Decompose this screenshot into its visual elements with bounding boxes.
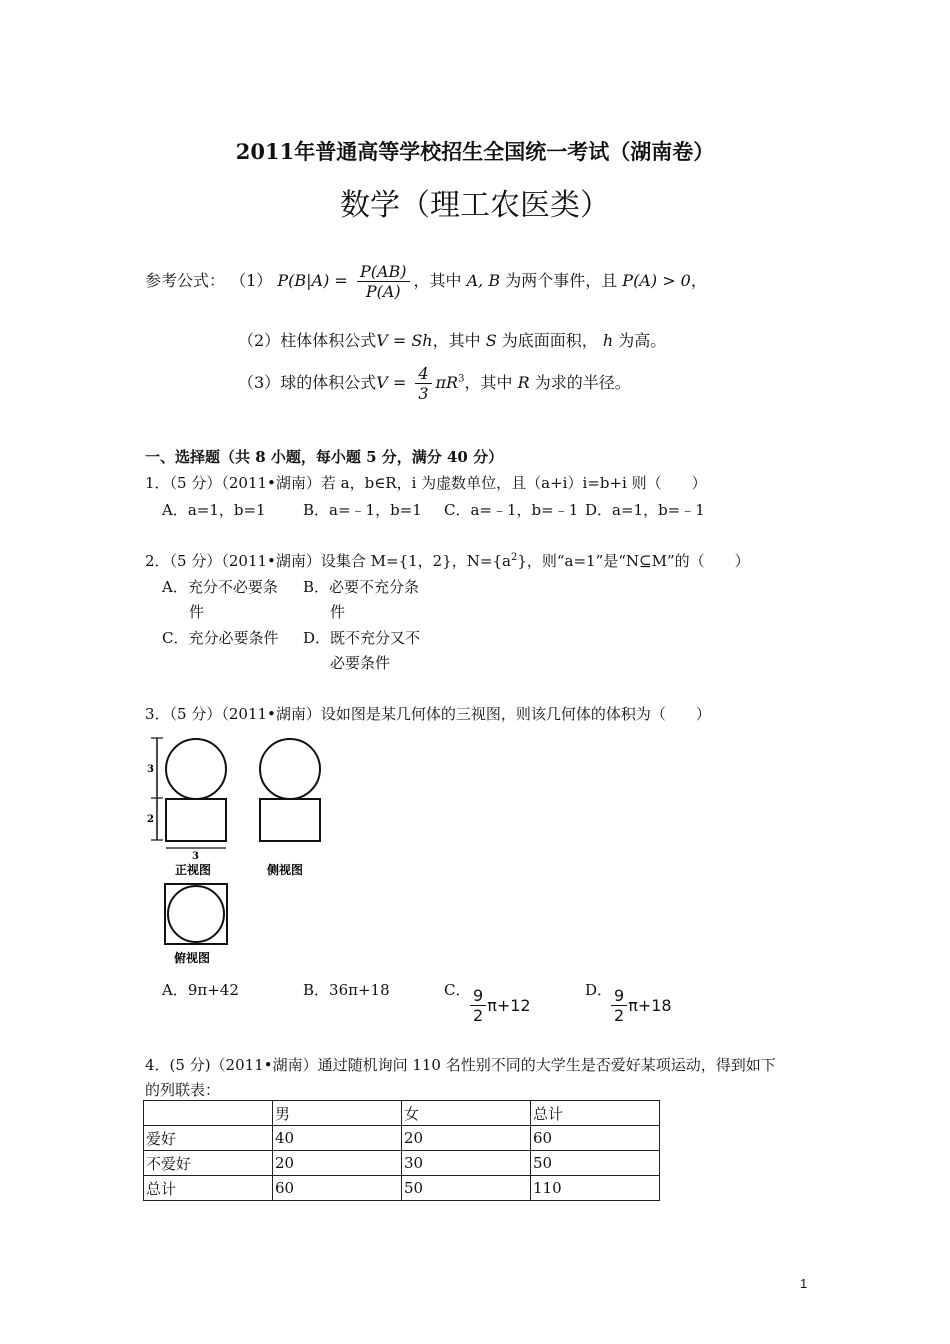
table-row xyxy=(144,1151,660,1176)
q3-option-d-num: 9 xyxy=(611,986,627,1006)
contingency-table xyxy=(143,1100,660,1201)
formula-1-end: ， xyxy=(690,271,707,290)
table-row xyxy=(144,1126,660,1151)
q2-option-d-line2: 必要条件 xyxy=(330,654,391,672)
q4-stem-line1: 4．(5 分)（2011•湖南）通过随机询问 110 名性别不同的大学生是否爱好某项运动，得到如下 xyxy=(145,1056,776,1074)
table-cell: 女 xyxy=(402,1101,531,1126)
q3-option-d-label: D． xyxy=(585,981,613,999)
table-cell: 20 xyxy=(402,1126,531,1151)
formula-1-vars: A, B xyxy=(466,271,501,290)
q2-option-b-line2: 件 xyxy=(330,603,346,621)
top-view-label: 俯视图 xyxy=(174,951,211,965)
front-dim-3-bottom: 3 xyxy=(192,851,199,862)
formula-3-number: （3） xyxy=(238,373,281,392)
q1-option-a: A．a=1，b=1 xyxy=(162,501,266,519)
section-header: 一、选择题（共 8 小题，每小题 5 分，满分 40 分） xyxy=(145,448,504,466)
formula-3 xyxy=(238,364,631,403)
formula-3-exponent: 3 xyxy=(458,373,465,385)
q3-option-d-fraction xyxy=(611,986,627,1025)
formula-2-expr: V = Sh xyxy=(376,331,433,350)
formula-3-rhs: πR xyxy=(435,373,459,392)
formula-1-lhs: P(B|A) = xyxy=(277,271,348,290)
formula-3-text: 球的体积公式 xyxy=(280,373,377,392)
table-cell: 总计 xyxy=(531,1101,660,1126)
table-cell: 男 xyxy=(273,1101,402,1126)
q2-stem-post: }，则“a=1”是“N⊆M”的（ ） xyxy=(517,552,750,570)
q3-option-c-num: 9 xyxy=(470,986,486,1006)
side-view-sphere xyxy=(260,739,320,799)
q3-option-d-den: 2 xyxy=(614,1006,625,1025)
table-row xyxy=(144,1176,660,1201)
q1-stem: 1．（5 分）（2011•湖南）若 a，b∈R，i 为虚数单位，且（a+i）i=b+i 则（ ） xyxy=(145,474,707,492)
formula-2-s: S xyxy=(485,331,497,350)
formula-3-denominator: 3 xyxy=(418,384,429,403)
q3-option-c-den: 2 xyxy=(473,1006,484,1025)
q2-option-c: C．充分必要条件 xyxy=(162,629,279,647)
formula-3-r: R xyxy=(517,373,530,392)
formula-1-fraction xyxy=(357,262,410,301)
formula-3-end: 为求的半径。 xyxy=(534,373,631,392)
table-cell: 110 xyxy=(531,1176,660,1201)
table-cell: 不爱好 xyxy=(144,1151,273,1176)
formula-3-mid: ，其中 xyxy=(464,373,513,392)
table-row xyxy=(144,1101,660,1126)
q3-option-c-label: C． xyxy=(444,981,471,999)
formula-2 xyxy=(238,328,666,351)
formula-1-number: （1） xyxy=(230,271,273,290)
three-view-figure xyxy=(145,732,345,972)
table-cell: 20 xyxy=(273,1151,402,1176)
side-view-label: 侧视图 xyxy=(267,863,304,877)
q2-stem-sup: 2 xyxy=(510,552,518,563)
q1-option-b: B．a=﹣1，b=1 xyxy=(303,501,422,519)
table-cell xyxy=(144,1101,273,1126)
table-cell: 30 xyxy=(402,1151,531,1176)
top-view-square xyxy=(165,884,227,944)
table-cell: 50 xyxy=(531,1151,660,1176)
table-cell: 40 xyxy=(273,1126,402,1151)
q3-option-b: B．36π+18 xyxy=(303,981,390,999)
q3-option-c-rest: π+12 xyxy=(487,996,531,1015)
q1-option-d: D．a=1，b=﹣1 xyxy=(585,501,705,519)
formula-3-lhs: V = xyxy=(376,373,407,392)
formula-2-number: （2） xyxy=(238,331,281,350)
q2-option-d-line1: D．既不充分又不 xyxy=(303,629,421,647)
q1-option-c: C．a=﹣1，b=﹣1 xyxy=(444,501,579,519)
q3-option-d-rest: π+18 xyxy=(628,996,672,1015)
q2-option-a-line1: A．充分不必要条 xyxy=(162,578,278,596)
q2-stem xyxy=(145,550,750,571)
q3-option-d-expr xyxy=(611,986,672,1025)
top-view-circle xyxy=(168,886,224,942)
formula-3-fraction xyxy=(415,364,431,403)
page-subtitle: 数学（理工农医类） xyxy=(340,188,610,223)
formula-3-numerator: 4 xyxy=(415,364,431,384)
formula-1 xyxy=(145,262,707,301)
formula-2-h: h xyxy=(602,331,614,350)
table-cell: 总计 xyxy=(144,1176,273,1201)
table-cell: 爱好 xyxy=(144,1126,273,1151)
front-view-sphere xyxy=(166,739,226,799)
q2-option-a-line2: 件 xyxy=(189,603,205,621)
formula-1-numerator: P(AB) xyxy=(357,262,410,282)
formula-2-text: 柱体体积公式 xyxy=(280,331,377,350)
formula-1-mid: ，其中 xyxy=(413,271,462,290)
q3-option-c-expr xyxy=(470,986,531,1025)
q2-option-b-line1: B．必要不充分条 xyxy=(303,578,420,596)
q3-option-c xyxy=(444,979,470,1000)
formula-2-mid: ，其中 xyxy=(432,331,481,350)
page-title: 2011年普通高等学校招生全国统一考试（湖南卷） xyxy=(235,139,715,164)
q3-stem: 3．（5 分）（2011•湖南）设如图是某几何体的三视图，则该几何体的体积为（ ） xyxy=(145,705,711,723)
page-number: 1 xyxy=(800,1276,808,1291)
formula-label: 参考公式： xyxy=(145,271,226,290)
front-dim-2: 2 xyxy=(147,814,154,825)
q3-option-c-fraction xyxy=(470,986,486,1025)
q3-option-a: A．9π+42 xyxy=(162,981,239,999)
formula-1-text: 为两个事件，且 xyxy=(505,271,618,290)
q3-option-d xyxy=(585,979,612,1000)
table-cell: 60 xyxy=(531,1126,660,1151)
formula-2-end: 为高。 xyxy=(618,331,667,350)
formula-2-text2: 为底面面积， xyxy=(501,331,598,350)
formula-1-cond: P(A) > 0 xyxy=(622,271,691,290)
q4-stem-line2: 的列联表： xyxy=(145,1081,221,1099)
front-dim-3: 3 xyxy=(147,764,154,775)
table-cell: 50 xyxy=(402,1176,531,1201)
side-view-prism xyxy=(260,799,320,841)
formula-1-denominator: P(A) xyxy=(365,282,401,301)
front-view-prism xyxy=(166,799,226,841)
q2-stem-pre: 2．（5 分）（2011•湖南）设集合 M={1，2}，N={a xyxy=(145,552,511,570)
front-view-label: 正视图 xyxy=(175,863,212,877)
table-cell: 60 xyxy=(273,1176,402,1201)
